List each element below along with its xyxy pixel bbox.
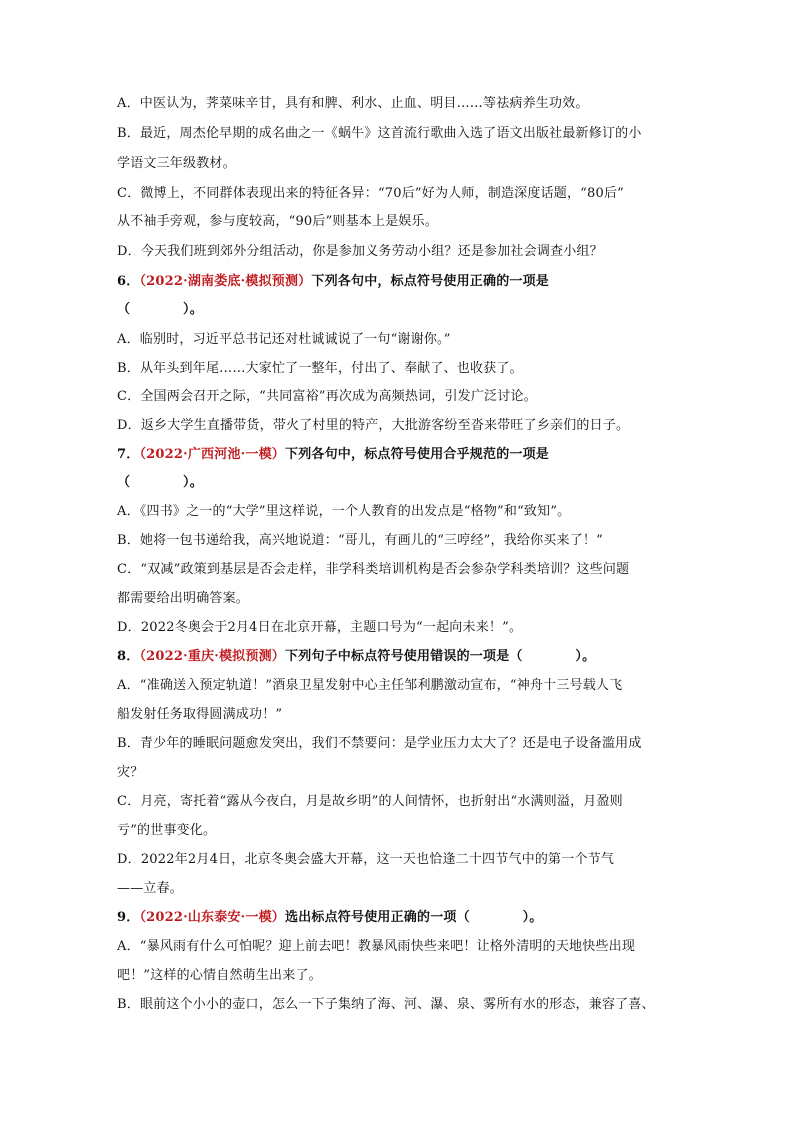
- question-6-header: [117, 272, 549, 292]
- option-c-q6: C．全国两会召开之际，“共同富裕”再次成为高频热词，引发广泛讨论。: [117, 389, 537, 404]
- question-number: 6．: [117, 274, 140, 289]
- question-source: （2022·重庆·模拟预测）: [139, 649, 285, 664]
- option-c-q5-line1: C．微博上，不同群体表现出来的特征各异：“70后”好为人师，制造深度话题，“80后”: [117, 186, 625, 201]
- question-8-header: [117, 647, 595, 667]
- option-d-q6: D．返乡大学生直播带货，带火了村里的特产，大批游客纷至沓来带旺了乡亲们的日子。: [117, 418, 630, 433]
- option-a-q6: A．临别时，习近平总书记还对杜诚诚说了一句“谢谢你。”: [117, 332, 451, 347]
- option-d-q7: D．2022冬奥会于2月4日在北京开幕，主题口号为“一起向未来！”。: [117, 620, 523, 635]
- option-a-q9-line2: 吧！”这样的心情自然萌生出来了。: [117, 968, 322, 983]
- question-6-blank: （ ）。: [117, 302, 203, 317]
- question-stem: 下列各句中，标点符号使用合乎规范的一项是: [285, 447, 550, 462]
- option-b-q5-line1: B．最近，周杰伦早期的成名曲之一《蜗牛》这首流行歌曲入选了语文出版社最新修订的小: [117, 126, 642, 141]
- option-d-q8-line2: ——立春。: [117, 881, 184, 896]
- option-b-q8-line1: B．青少年的睡眠问题愈发突出，我们不禁要问：是学业压力太大了？还是电子设备滥用成: [117, 736, 642, 751]
- option-a-q9-line1: A．“暴风雨有什么可怕呢？迎上前去吧！教暴风雨快些来吧！让格外清明的天地快些出现: [117, 939, 636, 954]
- option-a-q8-line1: A．“准确送入预定轨道！”酒泉卫星发射中心主任邹利鹏激动宣布，“神舟十三号载人飞: [117, 678, 623, 693]
- question-stem: 选出标点符号使用正确的一项（ ）。: [285, 910, 543, 925]
- option-b-q8-line2: 灾？: [117, 765, 144, 780]
- option-b-q5-line2: 学语文三年级教材。: [117, 156, 236, 171]
- question-number: 7．: [117, 447, 140, 462]
- option-c-q8-line2: 亏”的世事变化。: [117, 823, 217, 838]
- option-b-q9-line1: B．眼前这个小小的壶口，怎么一下子集纳了海、河、瀑、泉、雾所有水的形态，兼容了喜、: [117, 997, 655, 1012]
- question-7-header: [117, 445, 549, 465]
- option-c-q7-line2: 都需要给出明确答案。: [117, 591, 250, 606]
- option-b-q6: B．从年头到年尾……大家忙了一整年，付出了、奉献了、也收获了。: [117, 361, 523, 376]
- option-d-q5: D．今天我们班到郊外分组活动，你是参加义务劳动小组？还是参加社会调查小组？: [117, 244, 603, 259]
- question-source: （2022·广西河池·一模）: [139, 447, 285, 462]
- option-c-q8-line1: C．月亮，寄托着“露从今夜白，月是故乡明”的人间情怀，也折射出“水满则溢，月盈则: [117, 794, 623, 809]
- question-number: 9．: [117, 910, 140, 925]
- option-a-q8-line2: 船发射任务取得圆满成功！”: [117, 707, 283, 722]
- question-source: （2022·湖南娄底·模拟预测）: [139, 274, 312, 289]
- question-9-header: [117, 908, 543, 928]
- question-stem: 下列句子中标点符号使用错误的一项是（ ）。: [285, 649, 596, 664]
- question-source: （2022·山东泰安·一模）: [139, 910, 285, 925]
- question-number: 8．: [117, 649, 140, 664]
- option-c-q5-line2: 从不袖手旁观，参与度较高，“90后”则基本上是娱乐。: [117, 214, 439, 229]
- question-7-blank: （ ）。: [117, 475, 203, 490]
- option-c-q7-line1: C．“双减”政策到基层是否会走样，非学科类培训机构是否会参杂学科类培训？这些问题: [117, 562, 630, 577]
- option-d-q8-line1: D．2022年2月4日，北京冬奥会盛大开幕，这一天也恰逢二十四节气中的第一个节气: [117, 852, 615, 867]
- question-stem: 下列各句中，标点符号使用正确的一项是: [311, 274, 549, 289]
- option-a-q7: A．《四书》之一的“大学”里这样说，一个人教育的出发点是“格物”和“致知”。: [117, 504, 571, 519]
- option-b-q7: B．她将一包书递给我，高兴地说道：“哥儿，有画儿的“三哼经”，我给你买来了！”: [117, 533, 603, 548]
- option-a-q5: A．中医认为，荠菜味辛甘，具有和脾、利水、止血、明目……等祛病养生功效。: [117, 96, 589, 111]
